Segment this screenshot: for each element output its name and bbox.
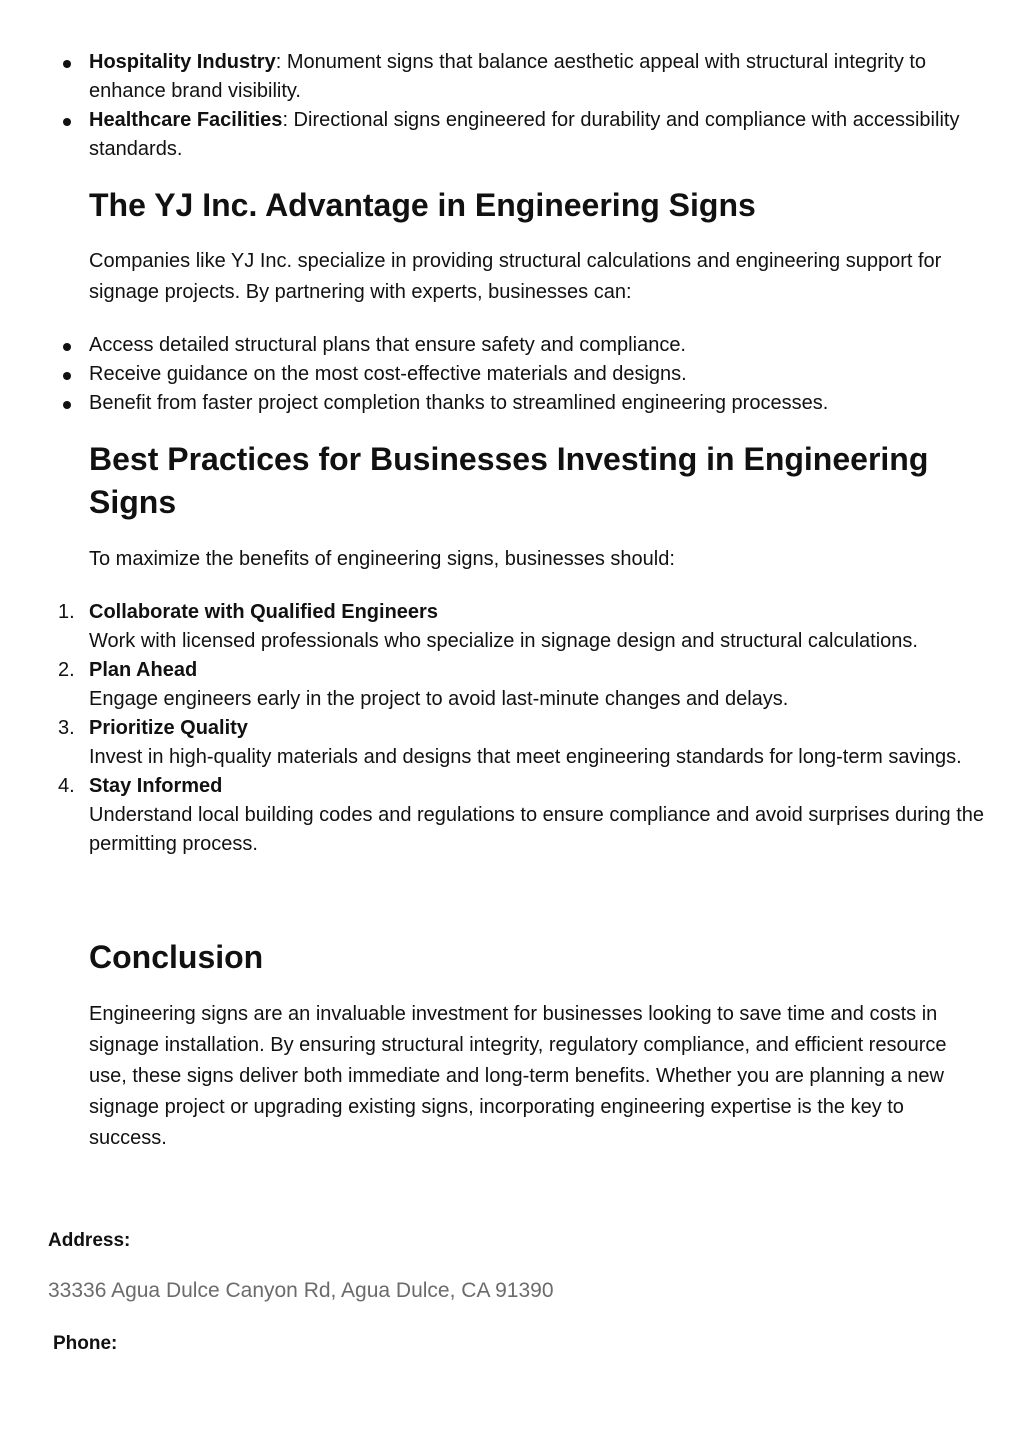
industry-bullet-list (0, 48, 1024, 164)
address-label: Address: (48, 1230, 131, 1251)
list-item (0, 48, 1024, 106)
step-title: Plan Ahead (89, 659, 198, 681)
step-title: Collaborate with Qualified Engineers (89, 601, 438, 623)
step-text: Understand local building codes and regulations to ensure compliance and avoid surprises during the permitting process. (89, 804, 984, 855)
step-number: 4. (58, 775, 75, 797)
bullet-text: : Directional signs engineered for durability and compliance with accessibility standards. (89, 109, 960, 160)
step-number: 1. (58, 601, 75, 623)
list-item: Receive guidance on the most cost-effective materials and designs. (0, 360, 1024, 389)
list-item (0, 714, 1024, 772)
section-heading-conclusion: Conclusion (89, 939, 264, 975)
bullet-term: Healthcare Facilities (89, 109, 283, 131)
step-number: 3. (58, 717, 75, 739)
section-heading-advantage: The YJ Inc. Advantage in Engineering Signs (89, 187, 756, 223)
step-title: Prioritize Quality (89, 717, 248, 739)
step-number: 2. (58, 659, 75, 681)
address-value: 33336 Agua Dulce Canyon Rd, Agua Dulce, CA 91390 (48, 1279, 554, 1302)
best-practices-paragraph: To maximize the benefits of engineering signs, businesses should: (89, 548, 675, 570)
list-item (0, 656, 1024, 714)
list-item: Access detailed structural plans that ensure safety and compliance. (0, 331, 1024, 360)
list-item (0, 106, 1024, 164)
advantage-bullet-list (0, 331, 1024, 418)
bullet-term: Hospitality Industry (89, 51, 276, 73)
list-item (0, 598, 1024, 656)
phone-label: Phone: (53, 1333, 118, 1354)
advantage-paragraph: Companies like YJ Inc. specialize in providing structural calculations and engineering support for signage projects. By partnering with experts, businesses can: (89, 250, 942, 303)
step-title: Stay Informed (89, 775, 223, 797)
section-heading-best-practices: Best Practices for Businesses Investing in Engineering Signs (89, 441, 929, 520)
step-text: Engage engineers early in the project to avoid last-minute changes and delays. (89, 688, 789, 710)
best-practices-numbered-list (0, 598, 1024, 859)
list-item: Benefit from faster project completion thanks to streamlined engineering processes. (0, 389, 1024, 418)
conclusion-paragraph: Engineering signs are an invaluable investment for businesses looking to save time and costs in signage installation. By ensuring structural integrity, regulatory compliance, and efficient resource use, these signs deliver both immediate and long-term benefits. Whether you are planning a new signage project or upgrading existing signs, incorporating engineering expertise is the key to success. (89, 1003, 947, 1149)
bullet-text: : Monument signs that balance aesthetic appeal with structural integrity to enhance brand visibility. (89, 51, 927, 102)
list-item (0, 772, 1024, 859)
step-text: Work with licensed professionals who specialize in signage design and structural calculations. (89, 630, 918, 652)
step-text: Invest in high-quality materials and designs that meet engineering standards for long-term savings. (89, 746, 962, 768)
